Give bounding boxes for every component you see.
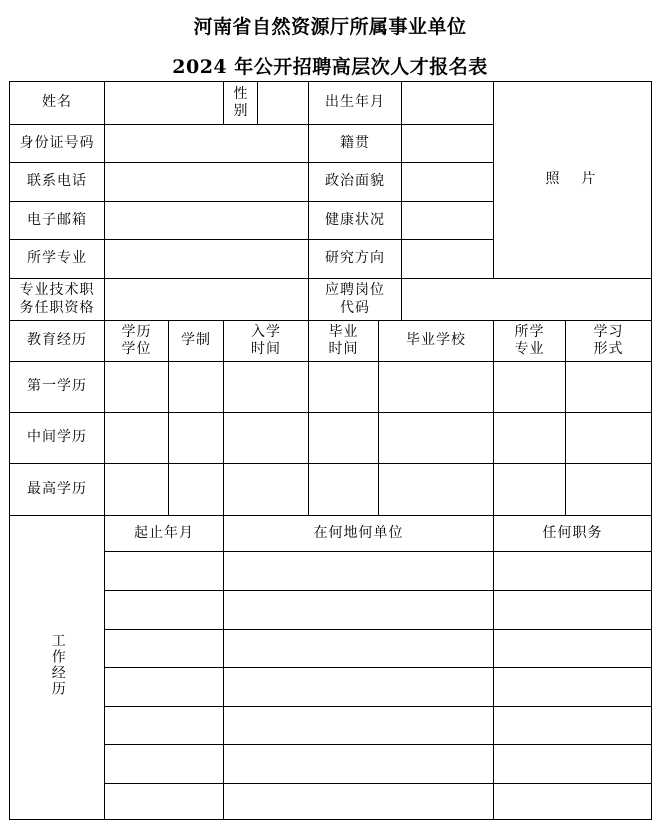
work-cell[interactable]: [105, 707, 224, 745]
edu-col-major-line1: 所学: [514, 323, 545, 340]
work-cell[interactable]: [224, 745, 494, 784]
edu-cell[interactable]: [494, 464, 566, 516]
major-value[interactable]: [105, 240, 309, 279]
phone-label: 联系电话: [10, 163, 105, 202]
birth-label: 出生年月: [309, 82, 402, 125]
email-label: 电子邮箱: [10, 202, 105, 240]
edu-col-major-line2: 专业: [514, 341, 545, 357]
edu-cell[interactable]: [379, 413, 494, 464]
edu-cell[interactable]: [566, 413, 652, 464]
edu-row-label: 第一学历: [10, 362, 105, 413]
work-cell[interactable]: [105, 745, 224, 784]
research-value[interactable]: [402, 240, 494, 279]
work-cell[interactable]: [224, 552, 494, 591]
id-value[interactable]: [105, 125, 309, 163]
edu-cell[interactable]: [566, 464, 652, 516]
work-cell[interactable]: [494, 630, 652, 668]
health-value[interactable]: [402, 202, 494, 240]
work-cell[interactable]: [224, 784, 494, 820]
registration-form-table: [9, 81, 652, 820]
edu-col-form-line1: 学习: [593, 323, 624, 340]
title-label-line1: 专业技术职: [19, 282, 95, 298]
edu-col-duration: 学制: [169, 321, 224, 362]
edu-cell[interactable]: [169, 464, 224, 516]
edu-col-form-line2: 形式: [593, 341, 624, 357]
photo-label: 照 片: [545, 171, 600, 188]
edu-cell[interactable]: [105, 464, 169, 516]
edu-cell[interactable]: [379, 464, 494, 516]
research-label: 研究方向: [309, 240, 402, 279]
work-cell[interactable]: [105, 668, 224, 707]
edu-cell[interactable]: [224, 362, 309, 413]
work-cell[interactable]: [105, 552, 224, 591]
name-value[interactable]: [105, 82, 224, 125]
title-label: [10, 279, 105, 321]
work-section-label-text: 工作经历: [49, 632, 66, 697]
edu-cell[interactable]: [309, 464, 379, 516]
title-value[interactable]: [105, 279, 309, 321]
edu-row-label: 最高学历: [10, 464, 105, 516]
edu-cell[interactable]: [169, 413, 224, 464]
position-label-line1: 应聘岗位: [325, 282, 385, 298]
work-col-period: 起止年月: [105, 516, 224, 552]
edu-cell[interactable]: [105, 362, 169, 413]
edu-col-form: [566, 321, 652, 362]
edu-col-degree: [105, 321, 169, 362]
edu-col-major: [494, 321, 566, 362]
work-cell[interactable]: [105, 784, 224, 820]
edu-col-degree-line2: 学位: [121, 341, 152, 357]
position-value[interactable]: [402, 279, 652, 321]
work-section-label: [10, 516, 105, 820]
gender-label: [224, 82, 309, 125]
work-cell[interactable]: [494, 784, 652, 820]
edu-col-enroll-line1: 入学: [251, 323, 281, 340]
work-col-post: 任何职务: [494, 516, 652, 552]
work-col-employer: 在何地何单位: [224, 516, 494, 552]
edu-col-graduate-line1: 毕业: [328, 323, 359, 340]
form-title-line1: 河南省自然资源厅所属事业单位: [193, 16, 467, 38]
edu-cell[interactable]: [169, 362, 224, 413]
health-label: 健康状况: [309, 202, 402, 240]
edu-cell[interactable]: [224, 464, 309, 516]
title-label-line2: 务任职资格: [19, 299, 95, 316]
gender-label-text: 性别: [233, 86, 249, 119]
edu-col-degree-line1: 学历: [121, 323, 152, 340]
political-label: 政治面貌: [309, 163, 402, 202]
edu-col-graduate: [309, 321, 379, 362]
edu-cell[interactable]: [309, 413, 379, 464]
edu-row-label: 中间学历: [10, 413, 105, 464]
work-cell[interactable]: [494, 591, 652, 630]
email-value[interactable]: [105, 202, 309, 240]
edu-col-school: 毕业学校: [379, 321, 494, 362]
edu-cell[interactable]: [494, 413, 566, 464]
edu-cell[interactable]: [309, 362, 379, 413]
education-section-label: 教育经历: [10, 321, 105, 362]
edu-cell[interactable]: [224, 413, 309, 464]
position-label-line2: 代码: [340, 299, 370, 316]
native-label: 籍贯: [309, 125, 402, 163]
edu-col-enroll: [224, 321, 309, 362]
form-title-line2: 2024 年公开招聘高层次人才报名表: [172, 56, 488, 78]
work-cell[interactable]: [224, 707, 494, 745]
phone-value[interactable]: [105, 163, 309, 202]
work-cell[interactable]: [224, 591, 494, 630]
edu-cell[interactable]: [379, 362, 494, 413]
edu-col-graduate-line2: 时间: [328, 341, 359, 357]
work-cell[interactable]: [494, 668, 652, 707]
name-label: 姓名: [10, 82, 105, 125]
work-cell[interactable]: [494, 552, 652, 591]
edu-col-enroll-line2: 时间: [251, 341, 281, 357]
major-label: 所学专业: [10, 240, 105, 279]
edu-cell[interactable]: [494, 362, 566, 413]
work-cell[interactable]: [494, 745, 652, 784]
photo-box[interactable]: [494, 82, 652, 279]
work-cell[interactable]: [224, 668, 494, 707]
work-cell[interactable]: [494, 707, 652, 745]
edu-cell[interactable]: [566, 362, 652, 413]
gender-value[interactable]: [258, 82, 308, 124]
native-value[interactable]: [402, 125, 494, 163]
birth-value[interactable]: [402, 82, 494, 125]
position-label: [309, 279, 402, 321]
work-cell[interactable]: [105, 630, 224, 668]
edu-cell[interactable]: [105, 413, 169, 464]
political-value[interactable]: [402, 163, 494, 202]
id-label: 身份证号码: [10, 125, 105, 163]
work-cell[interactable]: [105, 591, 224, 630]
work-cell[interactable]: [224, 630, 494, 668]
